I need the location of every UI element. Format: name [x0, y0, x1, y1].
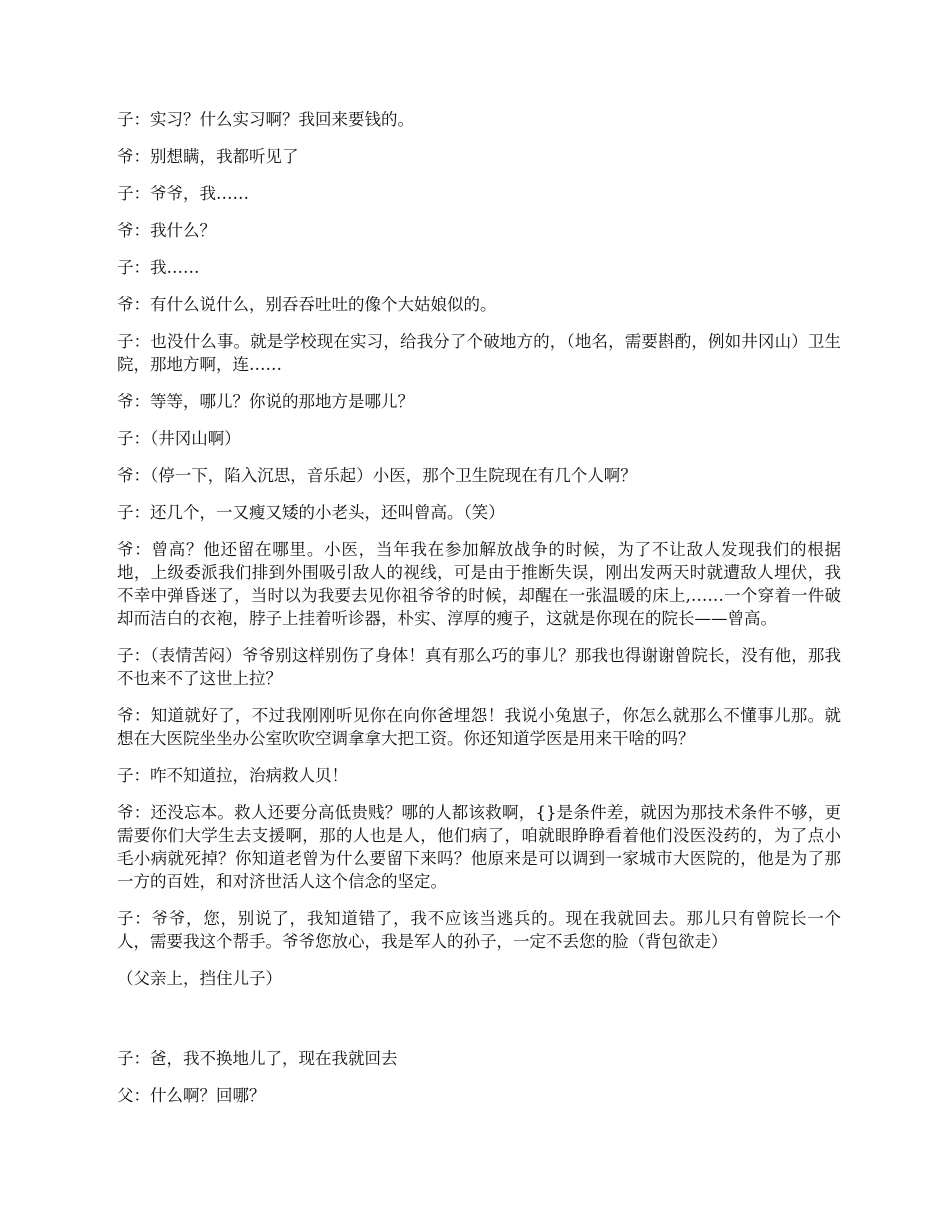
stage-direction: （父亲上，挡住儿子）	[117, 969, 282, 988]
dialogue-line: 子：（表情苦闷）爷爷别这样别伤了身体！真有那么巧的事儿？那我也得谢谢曾院长，没有他，那我不也来不了这世上拉？	[117, 646, 841, 688]
dialogue-line: 子：咋不知道拉，治病救人贝！	[117, 766, 348, 785]
dialogue-line: 爷：我什么？	[117, 221, 216, 240]
blank-space	[117, 1004, 841, 1047]
dialogue-line: 爷：知道就好了，不过我刚刚听见你在向你爸埋怨！我说小兔崽子，你怎么就那么不懂事儿那。就想在大医院坐坐办公室吹吹空调拿拿大把工资。你还知道学医是用来干啥的吗？	[117, 706, 841, 748]
dialogue-line: 子：还几个，一又瘦又矮的小老头，还叫曾高。（笑）	[117, 503, 505, 522]
dialogue-line: 子：也没什么事。就是学校现在实习，给我分了个破地方的，（地名，需要斟酌，例如井冈山）卫生院，那地方啊，连……	[117, 332, 841, 374]
dialogue-line: 子：爸，我不换地儿了，现在我就回去	[117, 1049, 398, 1068]
dialogue-line: 爷：有什么说什么，别吞吞吐吐的像个大姑娘似的。	[117, 295, 497, 314]
dialogue-line: 子：实习？什么实习啊？我回来要钱的。	[117, 110, 414, 129]
dialogue-line: 子：爷爷，您，别说了，我知道错了，我不应该当逃兵的。现在我就回去。那儿只有曾院长一个人，需要我这个帮手。爷爷您放心，我是军人的孙子，一定不丢您的脸（背包欲走）	[117, 909, 841, 951]
dialogue-line: 爷：曾高？他还留在哪里。小医，当年我在参加解放战争的时候，为了不让敌人发现我们的根据地，上级委派我们排到外围吸引敌人的视线，可是由于推断失误，刚出发两天时就遭敌人埋伏，我不幸中弹昏迷了，当时以为我要去见你祖爷爷的时候，却醒在一张温暖的床上,……一个穿着一件破却而洁白的衣袍，脖子上挂着听诊器，朴实、淳厚的瘦子，这就是你现在的院长——曾高。	[117, 540, 841, 628]
dialogue-line: 爷：还没忘本。救人还要分高低贵贱？哪的人都该救啊，{}是条件差，就因为那技术条件不够，更需要你们大学生去支援啊，那的人也是人，他们病了，咱就眼睁睁看着他们没医没药的，为了点小毛小病就死掉？你知道老曾为什么要留下来吗？他原来是可以调到一家城市大医院的，他是为了那一方的百姓，和对济世活人这个信念的坚定。	[117, 803, 841, 891]
dialogue-line: 爷：别想瞒，我都听见了	[117, 147, 299, 166]
dialogue-line: 父：什么啊？回哪？	[117, 1086, 266, 1105]
dialogue-line: 子：（井冈山啊）	[117, 429, 241, 448]
dialogue-line: 爷：等等，哪儿？你说的那地方是哪儿？	[117, 392, 414, 411]
dialogue-line: 爷：（停一下，陷入沉思，音乐起）小医，那个卫生院现在有几个人啊？	[117, 466, 637, 485]
document-page	[117, 108, 841, 1121]
dialogue-line: 子：我……	[117, 258, 200, 277]
dialogue-line: 子：爷爷，我……	[117, 184, 249, 203]
